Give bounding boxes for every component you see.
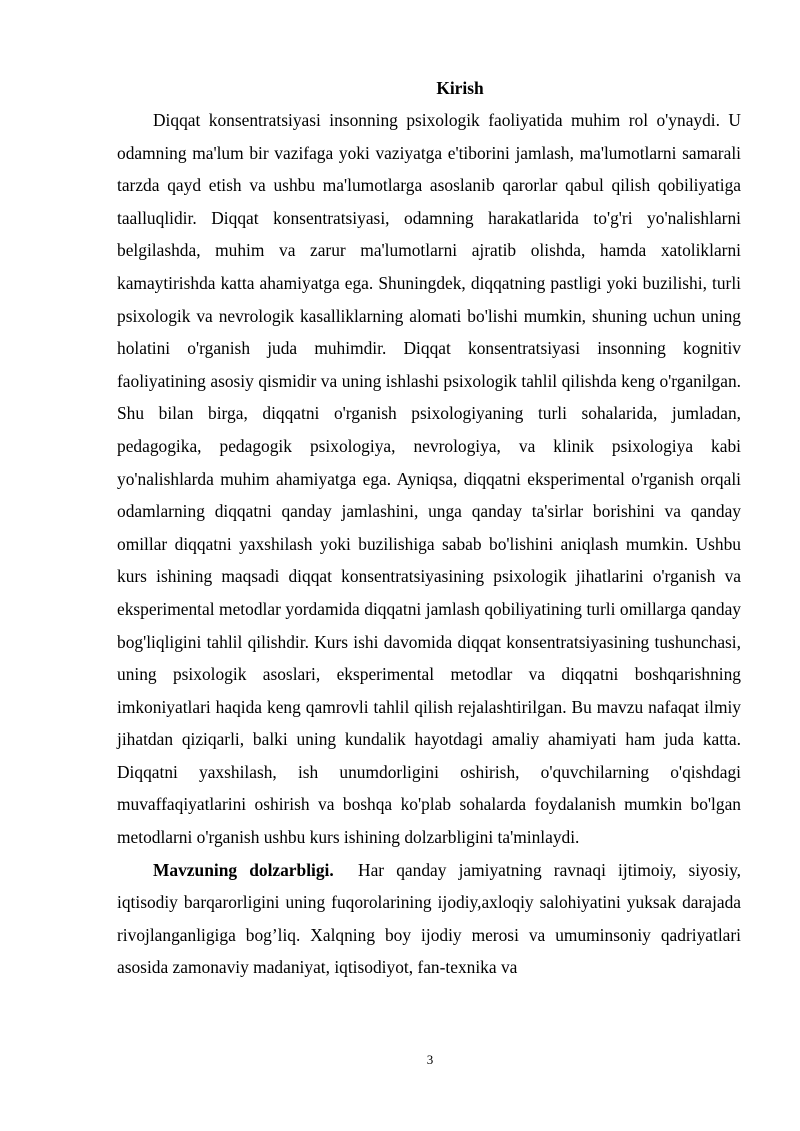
relevance-text: Har qanday jamiyatning ravnaqi ijtimoiy, siyosiy, iqtisodiy barqarorligini uning fuqorolarining ijodiy,axloqiy salohiyatini yuksak darajada rivojlanganligiga bog’liq. Xalqning boy ijodiy merosi va umuminsoniy qadriyatlari asosida zamonaviy madaniyat, iqtisodiyot, fan-texnika va bbox=[117, 859, 741, 978]
page-number: 3 bbox=[426, 1052, 434, 1067]
intro-paragraph: Diqqat konsentratsiyasi insonning psixologik faoliyatida muhim rol o'ynaydi. U odamning ma'lum bir vazifaga yoki vaziyatga e'tiborini jamlash, ma'lumotlarni samarali tarzda qayd etish va ushbu ma'lumotlarga asoslanib qarorlar qabul qilish qobiliyatiga taalluqlidir. Diqqat konsentratsiyasi, odamning harakatlarida to'g'ri yo'nalishlarni belgilashda, muhim va zarur ma'lumotlarni ajratib olishda, hamda xatoliklarni kamaytirishda katta ahamiyatga ega. Shuningdek, diqqatning pastligi yoki buzilishi, turli psixologik va nevrologik kasalliklarning alomati bo'lishi mumkin, shuning uchun uning holatini o'rganish juda muhimdir. Diqqat konsentratsiyasi insonning kognitiv faoliyatining asosiy qismidir va uning ishlashi psixologik tahlil qilishda keng o'rganilgan. Shu bilan birga, diqqatni o'rganish psixologiyaning turli sohalarida, jumladan, pedagogika, pedagogik psixologiya, nevrologiya, va klinik psixologiya kabi yo'nalishlarda muhim ahamiyatga ega. Ayniqsa, diqqatni eksperimental o'rganish orqali odamlarning diqqatni qanday jamlashini, unga qanday ta'sirlar borishini va qanday omillar diqqatni yaxshilash yoki buzilishiga sabab bo'lishini aniqlash mumkin. Ushbu kurs ishining maqsadi diqqat konsentratsiyasining psixologik jihatlarini o'rganish va eksperimental metodlar yordamida diqqatni jamlash qobiliyatining turli omillarga qanday bog'liqligini tahlil qilishdir. Kurs ishi davomida diqqat konsentratsiyasining tushunchasi, uning psixologik asoslari, eksperimental metodlar va diqqatni boshqarishning imkoniyatlari haqida keng qamrovli tahlil qilish rejalashtirilgan. Bu mavzu nafaqat ilmiy jihatdan qiziqarli, balki uning kundalik hayotdagi amaliy ahamiyati ham juda katta. Diqqatni yaxshilash, ish unumdorligini oshirish, o'quvchilarning o'qishdagi muvaffaqiyatlarini oshirish va boshqa ko'plab sohalarda foydalanish mumkin bo'lgan metodlarni o'rganish ushbu kurs ishining dolzarbligini ta'minlaydi. bbox=[117, 110, 741, 848]
section-title: Kirish bbox=[436, 78, 484, 98]
relevance-heading: Mavzuning dolzarbligi. bbox=[153, 859, 334, 880]
document-body bbox=[117, 72, 741, 984]
relevance-paragraph bbox=[117, 854, 741, 984]
